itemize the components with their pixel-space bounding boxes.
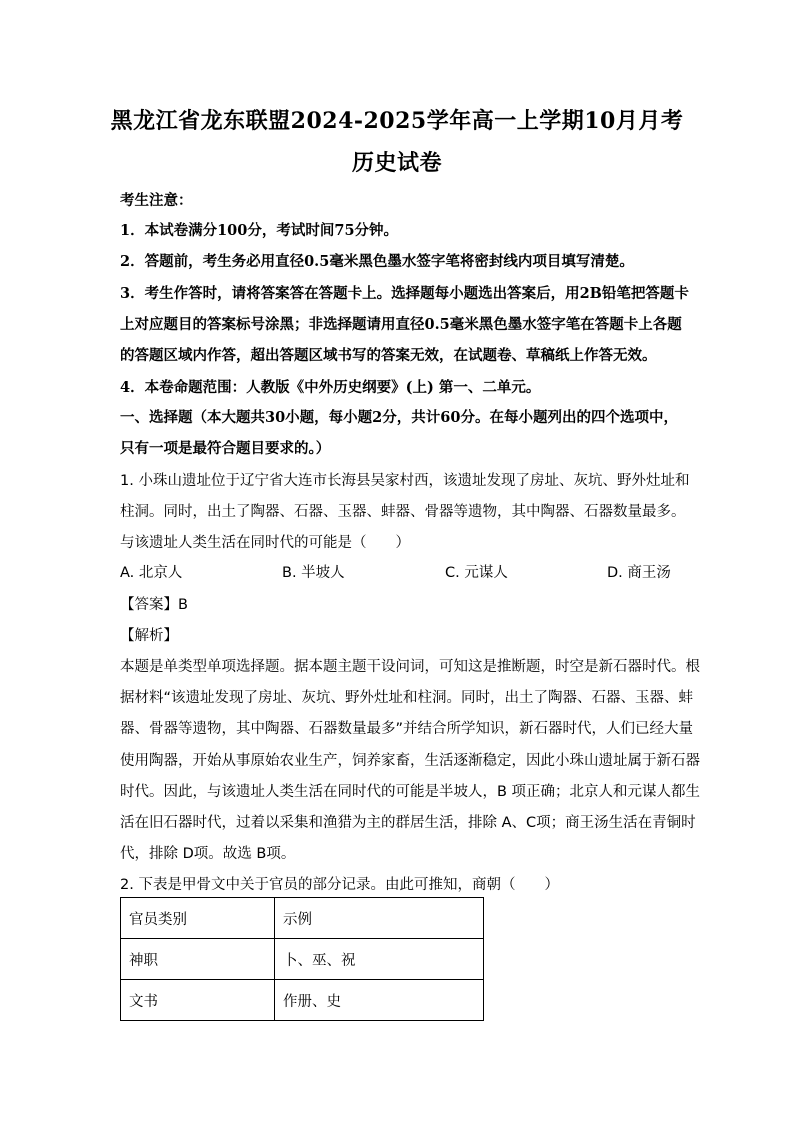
table-header-row bbox=[121, 898, 484, 939]
table-cell: 示例 bbox=[275, 898, 484, 939]
notice-item: 2．答题前，考生务必用直径0.5毫米黑色墨水签字笔将密封线内项目填写清楚。 bbox=[120, 253, 634, 270]
table-row bbox=[121, 980, 484, 1021]
notice-item: 3．考生作答时，请将答案答在答题卡上。选择题每小题选出答案后，用2B铅笔把答题卡 bbox=[120, 285, 689, 302]
question-1-stem: 与该遗址人类生活在同时代的可能是（ ） bbox=[120, 535, 410, 551]
table-row bbox=[121, 939, 484, 980]
notice-item: 1．本试卷满分100分，考试时间75分钟。 bbox=[120, 222, 399, 239]
analysis-label: 【解析】 bbox=[120, 628, 178, 644]
question-1-stem: 柱洞。同时，出土了陶器、石器、玉器、蚌器、骨器等遗物，其中陶器、石器数量最多。 bbox=[120, 504, 686, 520]
analysis-line: 活在旧石器时代，过着以采集和渔猎为主的群居生活，排除 A、C项；商王汤生活在青铜时 bbox=[120, 815, 696, 831]
table-cell: 卜、巫、祝 bbox=[275, 939, 484, 980]
option-d: D. 商王汤 bbox=[607, 565, 671, 581]
section-heading: 只有一项是最符合题目要求的。） bbox=[120, 440, 331, 457]
analysis-line: 据材料“该遗址发现了房址、灰坑、野外灶址和柱洞。同时，出土了陶器、石器、玉器、蚌 bbox=[120, 690, 694, 706]
table-cell: 官员类别 bbox=[121, 898, 275, 939]
analysis-line: 使用陶器，开始从事原始农业生产，饲养家畜，生活逐渐稳定，因此小珠山遗址属于新石器 bbox=[120, 753, 700, 769]
notice-item: 上对应题目的答案标号涂黑；非选择题请用直径0.5毫米黑色墨水签字笔在答题卡上各题 bbox=[120, 316, 682, 333]
answer-label: 【答案】B bbox=[120, 597, 188, 613]
exam-subtitle: 历史试卷 bbox=[351, 150, 442, 176]
table-cell: 作册、史 bbox=[275, 980, 484, 1021]
analysis-line: 时代。因此，与该遗址人类生活在同时代的可能是半坡人，B 项正确；北京人和元谋人都生 bbox=[120, 784, 701, 800]
table-cell: 神职 bbox=[121, 939, 275, 980]
option-a: A. 北京人 bbox=[120, 565, 183, 581]
official-records-table bbox=[120, 897, 484, 1021]
notice-item: 4．本卷命题范围：人教版《中外历史纲要》(上) 第一、二单元。 bbox=[120, 379, 541, 396]
analysis-line: 本题是单类型单项选择题。据本题主题干设问词，可知这是推断题，时空是新石器时代。根 bbox=[120, 659, 700, 675]
notice-heading: 考生注意： bbox=[120, 192, 193, 209]
analysis-line: 器、骨器等遗物，其中陶器、石器数量最多”并结合所学知识，新石器时代，人们已经大量 bbox=[120, 721, 694, 737]
notice-item: 的答题区域内作答，超出答题区域书写的答案无效，在试题卷、草稿纸上作答无效。 bbox=[120, 347, 657, 364]
analysis-line: 代，排除 D项。故选 B项。 bbox=[120, 846, 296, 862]
section-heading: 一、选择题（本大题共30小题，每小题2分，共计60分。在每小题列出的四个选项中， bbox=[120, 409, 678, 426]
question-2-stem: 2. 下表是甲骨文中关于官员的部分记录。由此可推知，商朝（ ） bbox=[120, 877, 559, 893]
option-c: C. 元谋人 bbox=[445, 565, 508, 581]
table-cell: 文书 bbox=[121, 980, 275, 1021]
exam-title: 黑龙江省龙东联盟2024-2025学年高一上学期10月月考 bbox=[110, 108, 684, 134]
option-b: B. 半坡人 bbox=[282, 565, 345, 581]
question-1-stem: 1. 小珠山遗址位于辽宁省大连市长海县吴家村西，该遗址发现了房址、灰坑、野外灶址和 bbox=[120, 473, 690, 489]
